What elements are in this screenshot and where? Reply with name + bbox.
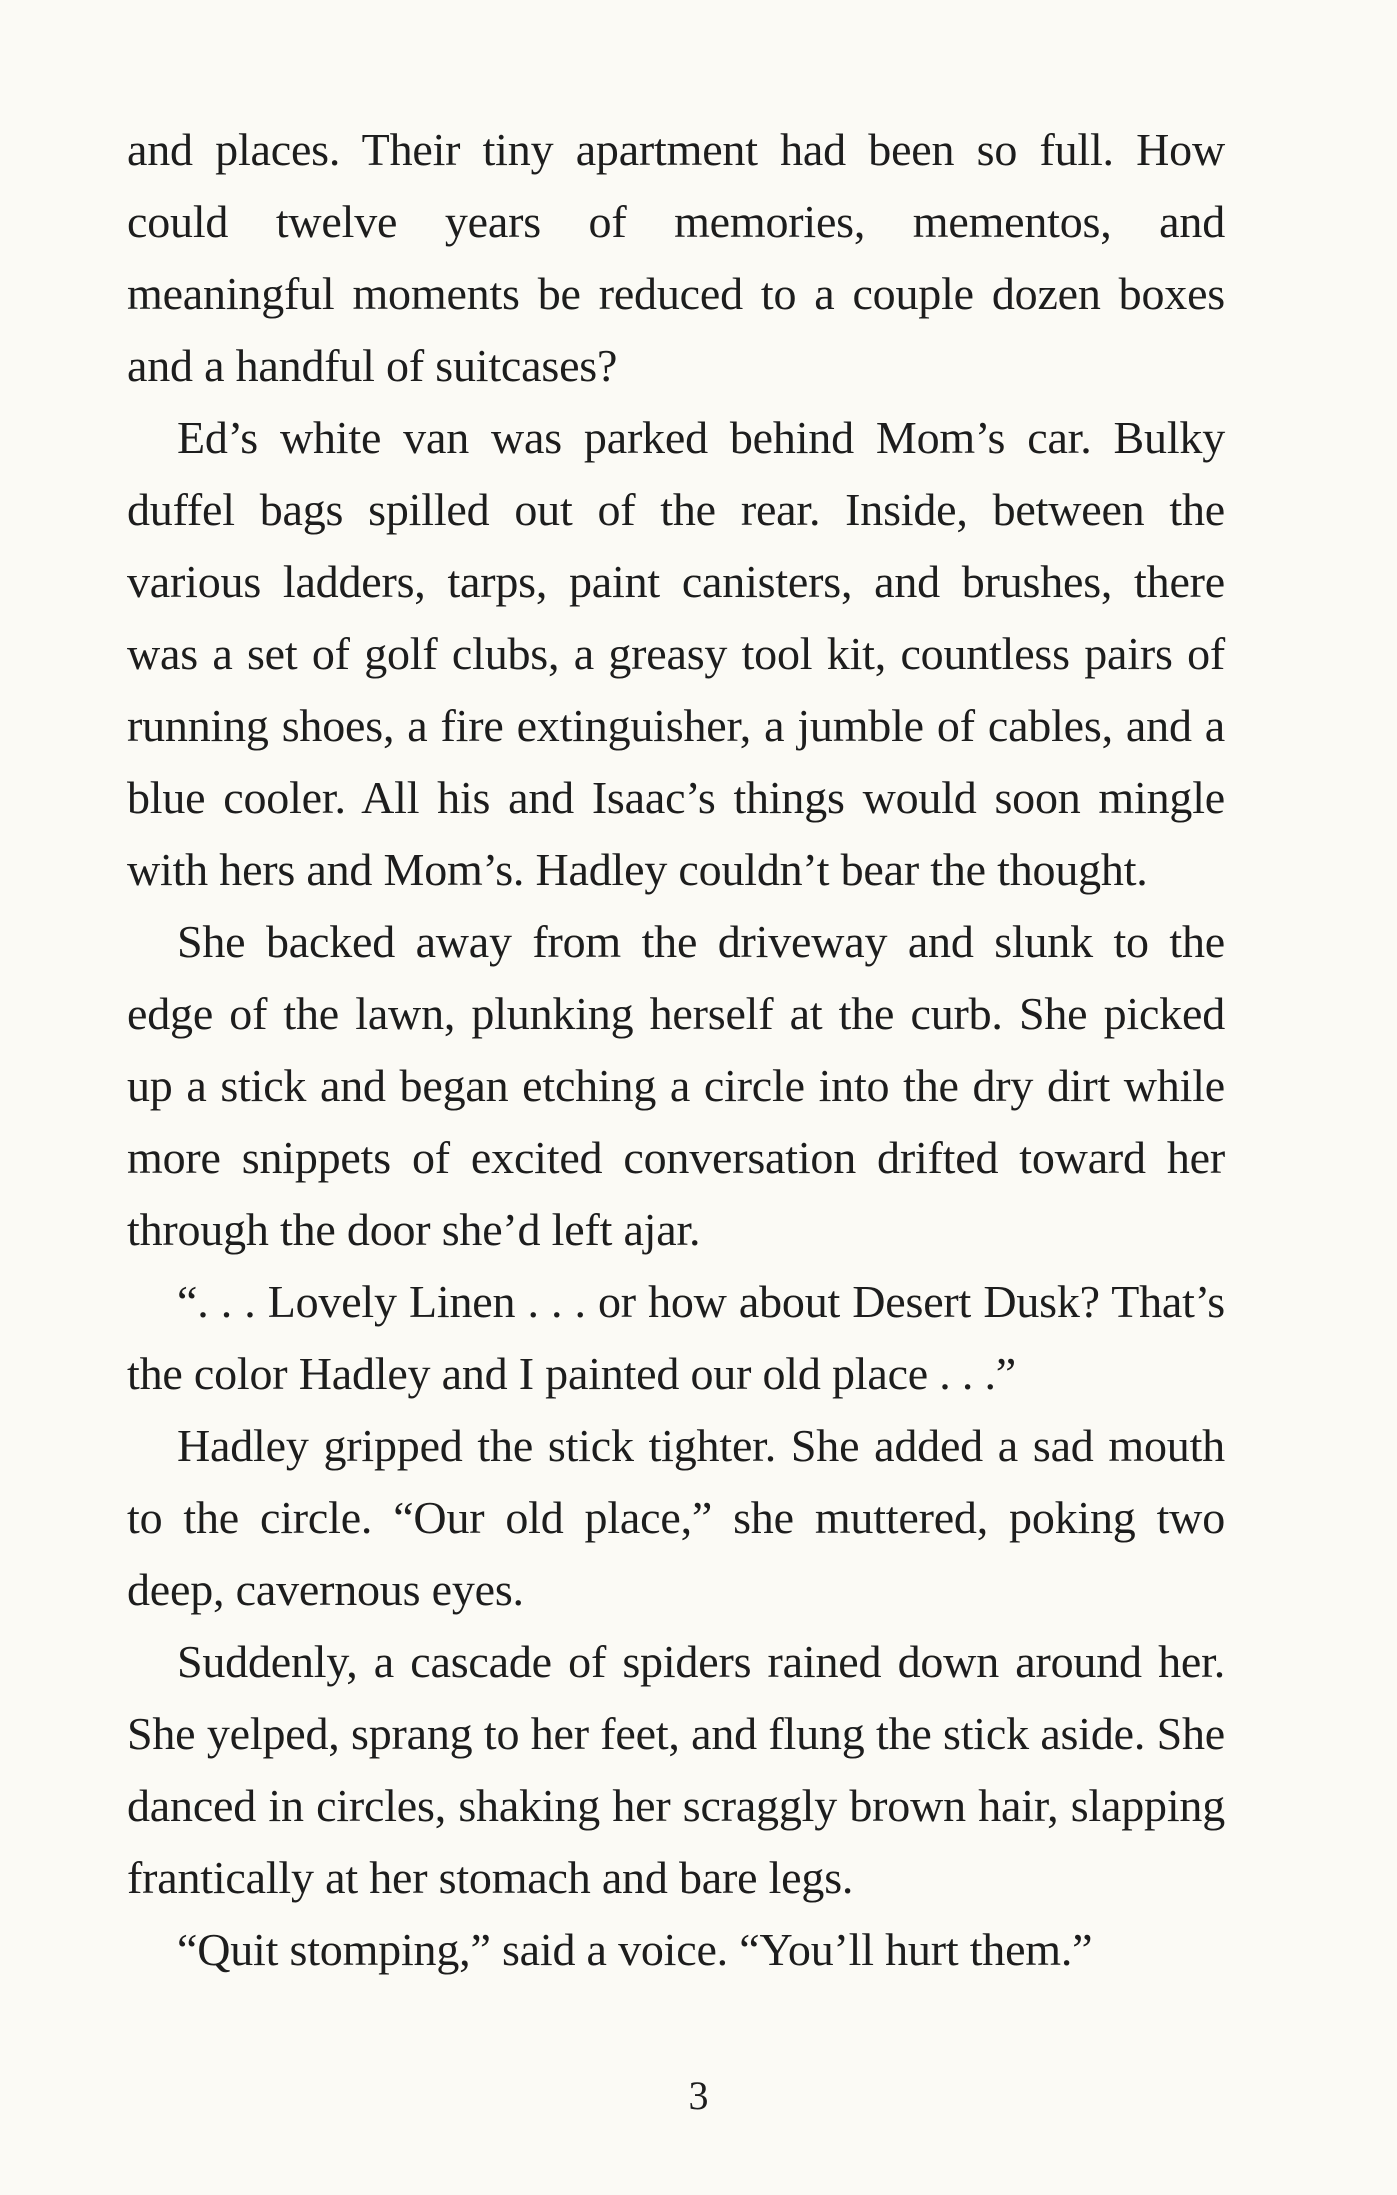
paragraph-7: “Quit stomping,” said a voice. “You’ll hurt them.” (177, 1924, 1093, 1975)
paragraph-2: Ed’s white van was parked behind Mom’s car. Bulky duffel bags spilled out of the rear. Inside, between the various ladders, tarps, paint canisters, and brushes, there was a set of golf clubs, a greasy tool kit, countless pairs of running shoes, a fire extinguisher, a jumble of cables, and a blue cooler. All his and Isaac’s things would soon mingle with hers and Mom’s. Hadley couldn’t bear the thought. (127, 412, 1225, 895)
paragraph-1: and places. Their tiny apartment had been so full. How could twelve years of memories, mementos, and meaningful moments be reduced to a couple dozen boxes and a handful of suitcases? (127, 124, 1225, 391)
page-number: 3 (688, 2073, 709, 2118)
paragraph-5: Hadley gripped the stick tighter. She added a sad mouth to the circle. “Our old place,” she muttered, poking two deep, cavernous eyes. (127, 1420, 1225, 1615)
paragraph-4: “. . . Lovely Linen . . . or how about Desert Dusk? That’s the color Hadley and I painted our old place . . .” (127, 1276, 1225, 1399)
paragraph-3: She backed away from the driveway and slunk to the edge of the lawn, plunking herself at the curb. She picked up a stick and began etching a circle into the dry dirt while more snippets of excited conversation drifted toward her through the door she’d left ajar. (127, 916, 1225, 1255)
body-text (127, 114, 1225, 1986)
paragraph-6: Suddenly, a cascade of spiders rained down around her. She yelped, sprang to her feet, and flung the stick aside. She danced in circles, shaking her scraggly brown hair, slapping frantically at her stomach and bare legs. (127, 1636, 1225, 1903)
